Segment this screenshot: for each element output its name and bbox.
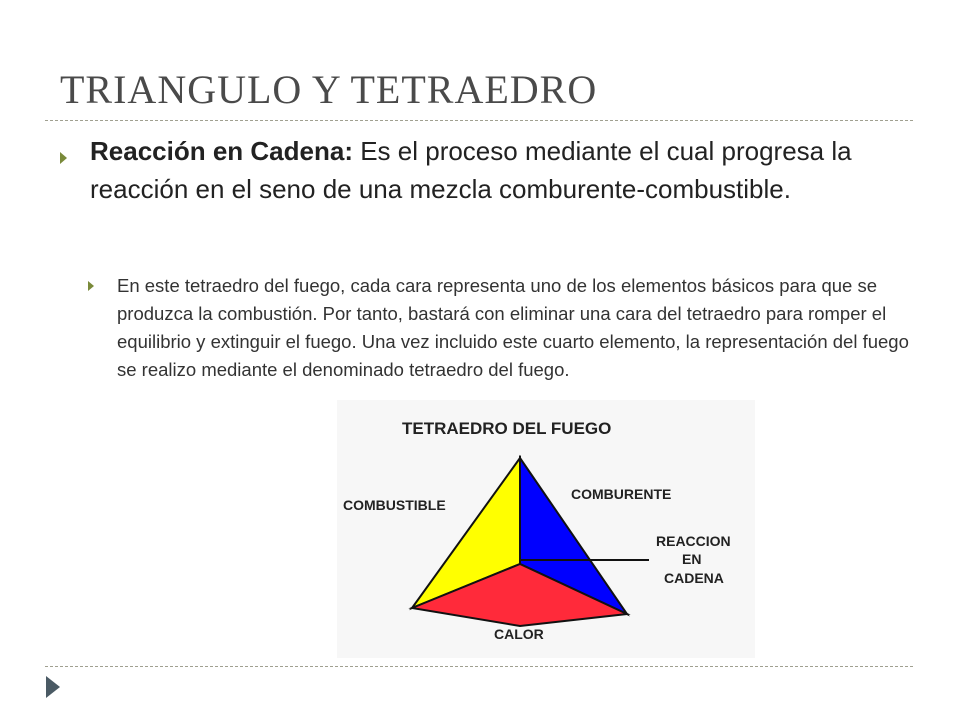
- label-comburente: COMBURENTE: [571, 486, 672, 502]
- label-combustible: COMBUSTIBLE: [343, 497, 446, 513]
- title-divider: [45, 120, 913, 121]
- label-reaccion-line3: CADENA: [664, 570, 724, 586]
- tetraedro-diagram: [337, 400, 755, 658]
- slide-title: TRIANGULO Y TETRAEDRO: [60, 67, 598, 112]
- bullet-term: Reacción en Cadena:: [90, 136, 353, 166]
- diagram-title: TETRAEDRO DEL FUEGO: [402, 419, 612, 438]
- footer-divider: [45, 666, 913, 667]
- bullet-arrow-icon: [60, 152, 67, 164]
- label-reaccion-line1: REACCION: [656, 533, 731, 549]
- label-reaccion-line2: EN: [682, 551, 702, 567]
- label-calor: CALOR: [494, 626, 544, 642]
- sub-bullet-tetraedro: En este tetraedro del fuego, cada cara representa uno de los elementos básicos para que se produzca la combustión. Por tanto, bastará con eliminar una cara del tetraedro para romper el equilibrio y extinguir el fuego. Una vez incluido este cuarto elemento, la representación del fuego se realizo mediante el denominado tetraedro del fuego.: [117, 275, 909, 380]
- bullet-reaccion-en-cadena: [90, 132, 890, 208]
- next-slide-arrow-icon[interactable]: [46, 676, 60, 698]
- bullet-text: Es el proceso mediante el cual progresa la reacción en el seno de una mezcla comburente-combustible.: [90, 136, 852, 204]
- sub-bullet-arrow-icon: [88, 281, 94, 291]
